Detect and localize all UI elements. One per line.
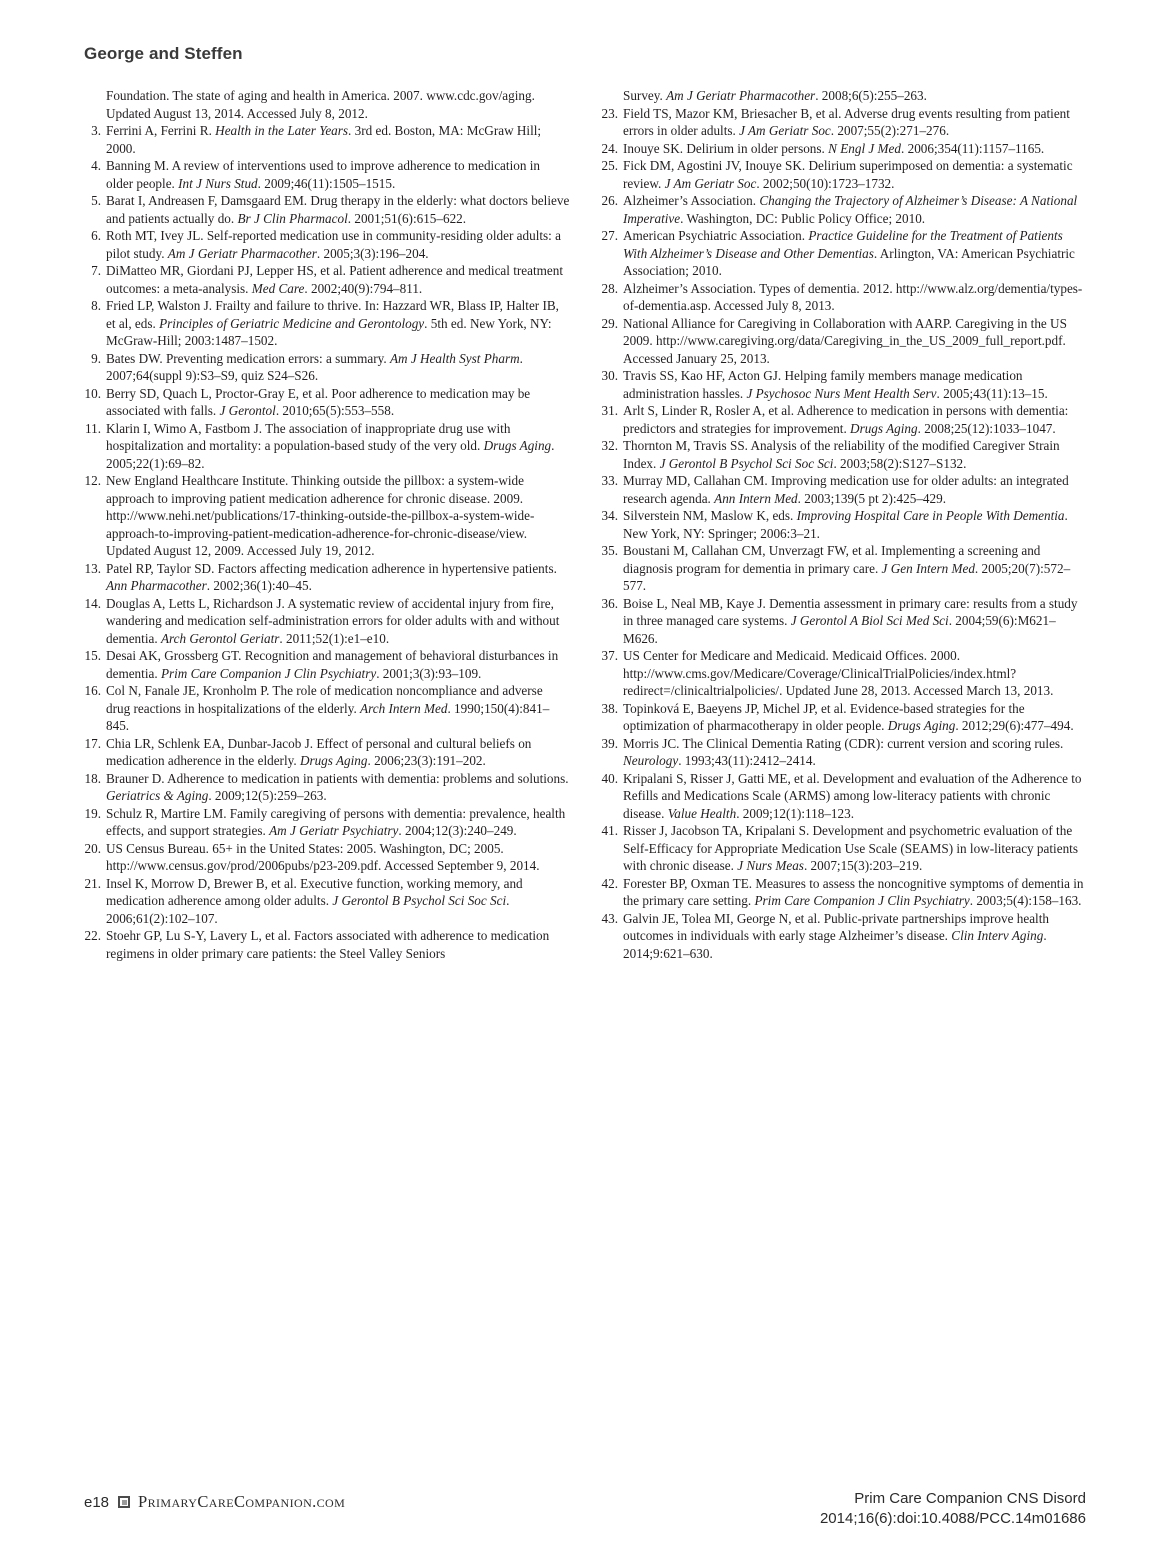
reference-number: 19. [84,805,101,821]
reference-text [623,280,1087,315]
reference-text-run: . 1993;43(11):2412–2414. [678,753,816,768]
footer-left [84,1492,345,1512]
reference-text [106,770,570,805]
reference-item [84,227,570,262]
reference-item [601,822,1087,875]
reference-text-run: Kripalani S, Risser J, Gatti ME, et al. Development and evaluation of the Adherence to Refills and Medications Scale (ARMS) among low-literacy patients with chronic disease. [623,770,1082,821]
reference-text-run: . 2003;139(5 pt 2):425–429. [797,490,947,506]
reference-text-run: Thornton M, Travis SS. Analysis of the reliability of the modified Caregiver Strain Index. [623,438,1060,471]
reference-item [601,105,1087,140]
reference-text-run: Roth MT, Ivey JL. Self-reported medication use in community-residing older adults: a pilot study. [106,228,561,261]
reference-number [84,87,106,122]
journal-site-name: PrimaryCareCompanion.com [138,1492,346,1511]
reference-text-run: . 5th ed. New York, NY: McGraw-Hill; 2003:1487–1502. [106,315,552,348]
reference-item [84,297,570,350]
reference-number: 23. [601,105,618,121]
reference-text [623,437,1087,472]
reference-item [84,122,570,157]
journal-citation-line2: 2014;16(6):doi:10.4088/PCC.14m01686 [819,1509,1086,1527]
reference-text [623,595,1087,648]
reference-text-run: Risser J, Jacobson TA, Kripalani S. Development and psychometric evaluation of the Self-Efficacy for Appropriate Medication Use Scale (SEAMS) in low-literacy patients with chronic disease. [623,823,1078,873]
reference-text [106,420,570,473]
reference-item [84,560,570,595]
reference-text-run: Alzheimer’s Association. Types of dementia. 2012. http://www.alz.org/dementia/types-of-dementia.asp. Accessed July 8, 2013. [623,280,1083,313]
reference-item [601,700,1087,735]
reference-text-run: Forester BP, Oxman TE. Measures to assess the noncognitive symptoms of dementia in the primary care setting. [623,875,1084,908]
reference-text-run: Morris JC. The Clinical Dementia Rating (CDR): current version and scoring rules. [623,735,1064,751]
reference-journal-title: Am J Geriatr Pharmacother [666,88,816,103]
reference-item [84,350,570,385]
reference-journal-title: J Gerontol B Psychol Sci Soc Sci [659,455,834,471]
reference-item [84,157,570,192]
reference-text [106,157,570,192]
reference-text-run: Silverstein NM, Maslow K, eds. [623,508,797,523]
reference-number: 10. [84,385,101,401]
reference-number: 35. [601,543,618,558]
reference-journal-title: J Gerontol A Biol Sci Med Sci [790,613,949,628]
reference-text-run: Travis SS, Kao HF, Acton GJ. Helping family members manage medication administration hassles. [623,368,1023,401]
reference-journal-title: Prim Care Companion J Clin Psychiatry [754,893,970,908]
reference-text [106,385,570,420]
reference-item [601,437,1087,472]
reference-journal-title: Value Health [667,805,737,821]
reference-journal-title: Changing the Trajectory of Alzheimer’s Disease: A National Imperative [623,193,1078,226]
reference-number: 33. [601,473,618,488]
reference-journal-title: Neurology [623,753,679,768]
reference-text [106,122,570,157]
reference-text [106,227,570,262]
reference-journal-title: Med Care [251,280,305,296]
reference-item [601,507,1087,542]
reference-text [623,315,1087,368]
reference-text-run: . 2011;52(1):e1–e10. [279,630,390,646]
references-column-right [601,87,1087,962]
reference-number: 7. [91,263,101,278]
reference-number: 15. [84,648,101,663]
reference-text-run: . 2003;5(4):158–163. [969,893,1082,908]
reference-journal-title: Improving Hospital Care in People With Dementia [796,508,1065,523]
reference-text [623,105,1087,140]
reference-item [84,875,570,928]
reference-item [84,385,570,420]
reference-journal-title: Drugs Aging [887,718,956,733]
reference-journal-title: Am J Geriatr Psychiatry [269,823,399,838]
reference-journal-title: Drugs Aging [299,753,368,768]
reference-item [84,595,570,648]
reference-number: 16. [84,683,101,698]
reference-text-run: . 2007;15(3):203–219. [803,858,923,873]
reference-number: 3. [91,123,101,138]
reference-text-run: . 2006;354(11):1157–1165. [901,140,1045,156]
reference-journal-title: Int J Nurs Stud [178,175,258,191]
reference-journal-title: J Psychosoc Nurs Ment Health Serv [746,385,937,401]
reference-text-run: . Arlington, VA: American Psychiatric Association; 2010. [623,245,1075,278]
reference-text-run: Klarin I, Wimo A, Fastbom J. The association of inappropriate drug use with hospitalization and mortality: a population-based study of the very old. [106,420,511,453]
reference-journal-title: Am J Health Syst Pharm [389,350,520,366]
reference-item [84,420,570,473]
reference-number: 28. [601,280,618,296]
reference-text [623,507,1087,542]
reference-text [106,682,570,735]
reference-text-run: . 2002;36(1):40–45. [206,578,312,593]
reference-journal-title: Health in the Later Years [215,123,349,138]
reference-item [84,262,570,297]
references-section [84,87,1088,962]
reference-text-run: Douglas A, Letts L, Richardson J. A systematic review of accidental injury from fire, wandering and medication self-administration errors for older adults with and without dementia. [106,595,560,646]
reference-number: 43. [601,910,618,926]
reference-journal-title: J Gen Intern Med [881,560,975,576]
reference-number: 14. [84,595,101,611]
reference-text-run: . New York, NY: Springer; 2006:3–21. [623,508,1068,541]
reference-number: 9. [91,350,101,366]
reference-text [106,192,570,227]
reference-journal-title: N Engl J Med [828,140,901,156]
reference-text-run: . 2009;46(11):1505–1515. [257,175,396,191]
page-number: e18 [84,1493,110,1511]
reference-item [601,315,1087,368]
reference-text [106,735,570,770]
reference-number: 4. [91,158,101,173]
reference-item [601,735,1087,770]
reference-item [601,542,1087,595]
reference-number: 22. [84,928,101,943]
reference-text-run: . 2012;29(6):477–494. [955,718,1074,733]
reference-number: 34. [601,508,618,523]
reference-number: 5. [91,193,101,208]
reference-text-run: Stoehr GP, Lu S-Y, Lavery L, et al. Factors associated with adherence to medication regimens in older primary care patients: the Steel Valley Seniors [106,928,550,961]
reference-number [601,87,623,105]
reference-item [601,595,1087,648]
reference-item [601,875,1087,910]
reference-text-run: Patel RP, Taylor SD. Factors affecting medication adherence in hypertensive patients. [106,560,557,576]
reference-number: 42. [601,875,618,891]
reference-journal-title: Ann Intern Med [714,490,798,506]
reference-text [623,472,1087,507]
reference-text-run: . 2001;3(3):93–109. [376,665,482,681]
reference-text [623,367,1087,402]
reference-item [601,87,1087,105]
reference-text-run: Schulz R, Martire LM. Family caregiving of persons with dementia: prevalence, health effects, and support strategies. [106,805,566,838]
reference-text [623,87,1087,105]
reference-text [106,875,570,928]
reference-number: 31. [601,403,618,418]
reference-text-run: . 2005;43(11):13–15. [936,385,1048,401]
reference-item [601,280,1087,315]
reference-text-run: National Alliance for Caregiving in Collaboration with AARP. Caregiving in the US 2009. http://www.caregiving.org/data/Caregiving_in_the_US_2009_full_report.pdf. Accessed January 25, 2013. [623,315,1067,366]
reference-text-run: Survey. [623,88,667,103]
reference-text [106,595,570,648]
reference-text [623,402,1087,437]
reference-text-run: . 2010;65(5):553–558. [275,403,395,418]
reference-number: 24. [601,140,618,156]
reference-item [601,140,1087,158]
reference-item [84,472,570,560]
reference-text-run: Foundation. The state of aging and health in America. 2007. www.cdc.gov/aging. Updated August 13, 2014. Accessed July 8, 2012. [106,88,535,121]
reference-journal-title: J Nurs Meas [737,858,804,873]
reference-number: 12. [84,473,101,488]
reference-text [623,770,1087,823]
reference-text [106,805,570,840]
reference-number: 6. [91,228,101,243]
reference-text-run: . 2005;20(7):572–577. [623,560,1071,593]
reference-item [601,647,1087,700]
reference-text [623,157,1087,192]
reference-text [623,647,1087,700]
reference-text-run: Galvin JE, Tolea MI, George N, et al. Public-private partnerships improve health outcomes in individuals with early stage Alzheimer’s disease. [623,910,1049,943]
reference-text [106,927,570,962]
reference-text-run: . 2007;64(suppl 9):S3–S9, quiz S24–S26. [106,350,523,383]
reference-number: 37. [601,648,618,663]
reference-text-run: Arlt S, Linder R, Rosler A, et al. Adherence to medication in persons with dementia: predictors and strategies for improvement. [623,403,1069,436]
reference-number: 30. [601,368,618,383]
reference-text-run: Banning M. A review of interventions used to improve adherence to medication in older people. [106,158,540,191]
reference-journal-title: Arch Intern Med [360,700,448,716]
reference-item [601,472,1087,507]
reference-journal-title: Ann Pharmacother [106,578,207,593]
reference-text [106,647,570,682]
reference-text-run: Fick DM, Agostini JV, Inouye SK. Delirium superimposed on dementia: a systematic review. [623,158,1073,191]
reference-text-run: . 2005;3(3):196–204. [316,245,429,261]
reference-journal-title: Prim Care Companion J Clin Psychiatry [160,665,377,681]
reference-item [601,157,1087,192]
reference-item [84,647,570,682]
running-head: George and Steffen [84,44,243,63]
reference-text-run: Murray MD, Callahan CM. Improving medication use for older adults: an integrated research agenda. [623,473,1069,506]
reference-journal-title: J Gerontol B Psychol Sci Soc Sci [332,893,507,908]
reference-text [106,350,570,385]
reference-text-run: . 2009;12(1):118–123. [736,805,855,821]
reference-text-run: . 2008;6(5):255–263. [815,88,927,103]
reference-text [106,297,570,350]
reference-text [623,227,1087,280]
reference-text-run: Fried LP, Walston J. Frailty and failure to thrive. In: Hazzard WR, Blass IP, Halter IB, et al, eds. [106,298,559,331]
reference-journal-title: Arch Gerontol Geriatr [160,630,280,646]
reference-item [84,192,570,227]
reference-text [106,560,570,595]
reference-item [601,402,1087,437]
reference-number: 8. [91,298,101,313]
reference-text-run: Topinková E, Baeyens JP, Michel JP, et al. Evidence-based strategies for the optimization of pharmacotherapy in older people. [623,700,1025,733]
reference-text [106,840,570,875]
reference-text-run: Berry SD, Quach L, Proctor-Gray E, et al. Poor adherence to medication may be associated with falls. [106,385,531,418]
reference-item [84,735,570,770]
reference-item [601,770,1087,823]
reference-item [601,192,1087,227]
reference-text-run: . 2002;50(10):1723–1732. [756,175,895,191]
reference-text-run: . 2002;40(9):794–811. [304,280,423,296]
reference-journal-title: Am J Geriatr Pharmacother [167,245,317,261]
reference-text-run: Chia LR, Schlenk EA, Dunbar-Jacob J. Effect of personal and cultural beliefs on medication adherence in the elderly. [106,735,532,768]
reference-number: 13. [84,560,101,576]
reference-text [623,700,1087,735]
reference-text-run: . 1990;150(4):841–845. [106,700,550,733]
reference-journal-title: Br J Clin Pharmacol [237,210,348,226]
reference-item [84,805,570,840]
reference-number: 32. [601,438,618,453]
reference-text [106,472,570,560]
reference-item [84,770,570,805]
reference-text-run: Brauner D. Adherence to medication in patients with dementia: problems and solutions. [106,770,569,786]
reference-text [623,875,1087,910]
reference-number: 21. [84,875,101,891]
reference-text-run: . 2006;61(2):102–107. [106,893,510,926]
reference-text-run: Barat I, Andreasen F, Damsgaard EM. Drug therapy in the elderly: what doctors believe and patients actually do. [106,193,570,226]
reference-journal-title: J Am Geriatr Soc [664,175,757,191]
reference-text-run: . 3rd ed. Boston, MA: McGraw Hill; 2000. [106,123,542,156]
reference-number: 18. [84,770,101,786]
reference-number: 29. [601,315,618,331]
reference-text-run: Boustani M, Callahan CM, Unverzagt FW, et al. Implementing a screening and diagnosis program for dementia in primary care. [623,543,1041,576]
journal-citation-line1: Prim Care Companion CNS Disord [854,1490,1086,1507]
reference-item [84,927,570,962]
reference-text-run: . 2004;59(6):M621–M626. [623,613,1056,646]
reference-text-run: . 2009;12(5):259–263. [208,788,327,803]
reference-text-run: . 2007;55(2):271–276. [830,123,950,138]
square-in-square-icon [118,1496,130,1508]
reference-text-run: . 2005;22(1):69–82. [106,438,555,471]
reference-number: 25. [601,158,618,173]
footer-right [820,1489,1086,1528]
reference-text-run: New England Healthcare Institute. Thinking outside the pillbox: a system-wide approach to improving patient medication adherence for chronic disease. 2009. http://www.nehi.net/publications/17-thinking-outside-the-pillbox-a-system-wide-approach-to-improving-patient-medication-adherence-for-chronic-disease/view. Updated August 12, 2009. Accessed July 19, 2012. [106,473,535,558]
reference-text-run: Insel K, Morrow D, Brewer B, et al. Executive function, working memory, and medication adherence among older adults. [106,875,523,908]
reference-number: 27. [601,228,618,243]
reference-number: 17. [84,735,101,751]
reference-text-run: US Census Bureau. 65+ in the United States: 2005. Washington, DC; 2005. http://www.census.gov/prod/2006pubs/p23-209.pdf. Accessed September 9, 2014. [106,840,540,873]
reference-text-run: Bates DW. Preventing medication errors: a summary. [106,350,390,366]
reference-text-run: . 2006;23(3):191–202. [367,753,486,768]
reference-text-run: Inouye SK. Delirium in older persons. [623,140,829,156]
reference-text-run: . 2014;9:621–630. [623,928,1047,961]
reference-journal-title: Clin Interv Aging [951,928,1044,943]
reference-journal-title: Drugs Aging [850,420,918,436]
reference-text-run: DiMatteo MR, Giordani PJ, Lepper HS, et al. Patient adherence and medical treatment outcomes: a meta-analysis. [106,263,564,296]
reference-number: 40. [601,770,618,786]
reference-text-run: . 2001;51(6):615–622. [347,210,467,226]
references-column-left [84,87,570,962]
reference-text [623,822,1087,875]
reference-text [106,262,570,297]
reference-text [623,735,1087,770]
reference-text-run: Desai AK, Grossberg GT. Recognition and management of behavioral disturbances in dementia. [106,648,559,681]
reference-number: 20. [84,840,101,856]
reference-text-run: Col N, Fanale JE, Kronholm P. The role of medication noncompliance and adverse drug reactions in hospitalizations of the elderly. [106,683,543,716]
reference-journal-title: Drugs Aging [483,438,552,453]
reference-item [84,682,570,735]
reference-journal-title: Geriatrics & Aging [106,788,209,803]
reference-journal-title: J Am Geriatr Soc [739,123,831,138]
reference-number: 36. [601,595,618,611]
reference-text-run: . 2008;25(12):1033–1047. [917,420,1056,436]
reference-item [601,227,1087,280]
reference-item [601,367,1087,402]
reference-item [84,87,570,122]
reference-text-run: Field TS, Mazor KM, Briesacher B, et al. Adverse drug events resulting from patient errors in older adults. [623,105,1070,138]
reference-text [623,542,1087,595]
reference-text [623,140,1087,158]
reference-text [623,192,1087,227]
reference-text [623,910,1087,963]
reference-text-run: Ferrini A, Ferrini R. [106,123,216,138]
reference-text-run: Boise L, Neal MB, Kaye J. Dementia assessment in primary care: results from a study in three managed care systems. [623,595,1078,628]
reference-journal-title: Principles of Geriatric Medicine and Gerontology [159,315,425,331]
reference-item [601,910,1087,963]
reference-journal-title: J Gerontol [219,403,276,418]
reference-text-run: US Center for Medicare and Medicaid. Medicaid Offices. 2000. http://www.cms.gov/Medicare/Coverage/ClinicalTrialPolicies/index.html?redirect=/clinicaltrialpolicies/. Updated June 28, 2013. Accessed March 13, 2013. [623,648,1054,698]
reference-journal-title: Practice Guideline for the Treatment of Patients With Alzheimer’s Disease and Other Dementias [623,228,1063,261]
reference-number: 38. [601,700,618,716]
reference-text-run: . Washington, DC: Public Policy Office; 2010. [680,210,926,226]
reference-number: 11. [85,420,101,436]
reference-text-run: American Psychiatric Association. [623,228,809,243]
reference-number: 39. [601,735,618,751]
reference-number: 26. [601,193,618,208]
reference-text-run: Alzheimer’s Association. [623,193,760,208]
reference-text [106,87,570,122]
reference-text-run: . 2003;58(2):S127–S132. [833,455,967,471]
reference-item [84,840,570,875]
reference-number: 41. [601,823,618,838]
reference-text-run: . 2004;12(3):240–249. [398,823,517,838]
